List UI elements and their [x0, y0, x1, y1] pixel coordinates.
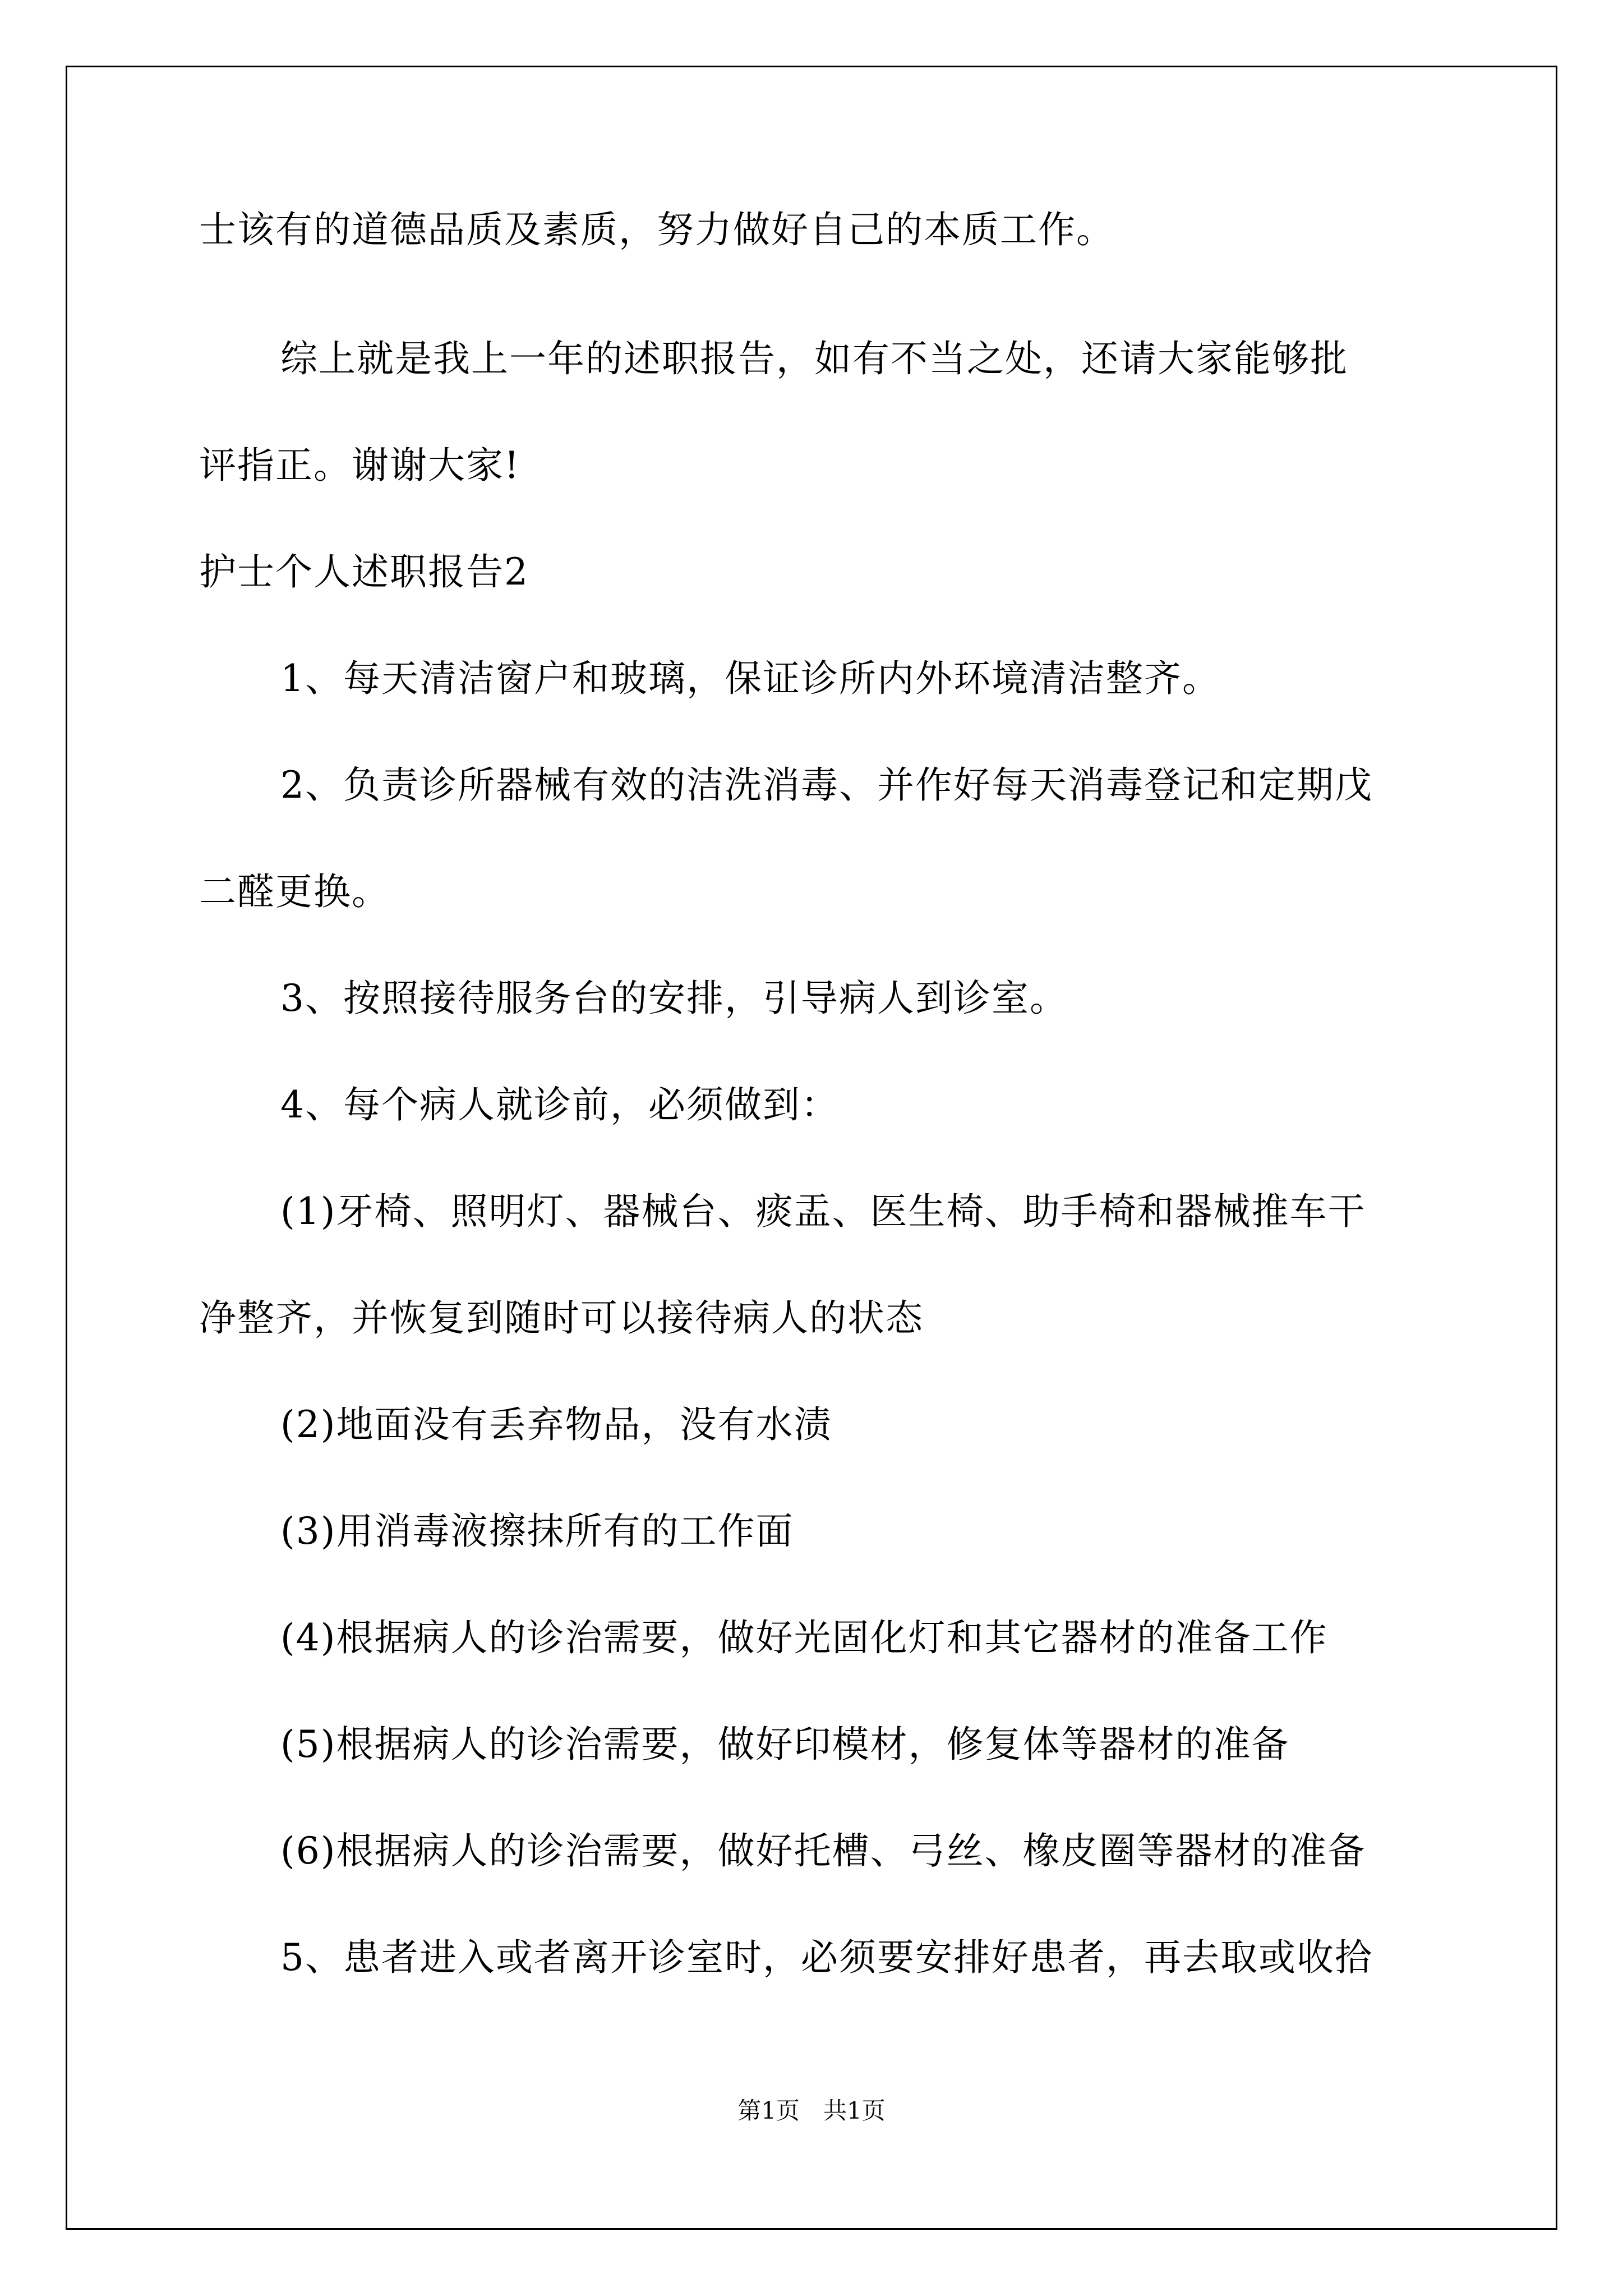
sub-list-item: (6)根据病人的诊治需要，做好托槽、弓丝、橡皮圈等器材的准备	[280, 1829, 1366, 1872]
text-line: 二醛更换。	[199, 870, 390, 913]
list-item: 4、每个病人就诊前，必须做到：	[280, 1083, 839, 1126]
sub-list-item: (3)用消毒液擦抹所有的工作面	[280, 1510, 794, 1553]
list-item: 2、负责诊所器械有效的洁洗消毒、并作好每天消毒登记和定期戊	[280, 763, 1373, 807]
text-line: 综上就是我上一年的述职报告，如有不当之处，还请大家能够批	[280, 337, 1348, 380]
page-border	[66, 66, 1557, 2230]
list-item: 3、按照接待服务台的安排，引导病人到诊室。	[280, 977, 1068, 1020]
list-item: 5、患者进入或者离开诊室时，必须要安排好患者，再去取或收拾	[280, 1936, 1373, 1979]
sub-list-item: (4)根据病人的诊治需要，做好光固化灯和其它器材的准备工作	[280, 1616, 1328, 1659]
text-line: 士该有的道德品质及素质，努力做好自己的本质工作。	[199, 208, 1114, 251]
text-line: 净整齐，并恢复到随时可以接待病人的状态	[199, 1296, 924, 1340]
sub-list-item: (2)地面没有丢弃物品，没有水渍	[280, 1403, 832, 1446]
page-footer: 第1页 共1页	[737, 2097, 886, 2124]
sub-list-item: (5)根据病人的诊治需要，做好印模材，修复体等器材的准备	[280, 1723, 1290, 1766]
section-heading: 护士个人述职报告2	[199, 550, 529, 593]
text-line: 评指正。谢谢大家!	[199, 444, 520, 487]
list-item: 1、每天清洁窗户和玻璃，保证诊所内外环境清洁整齐。	[280, 657, 1220, 700]
sub-list-item: (1)牙椅、照明灯、器械台、痰盂、医生椅、助手椅和器械推车干	[280, 1190, 1366, 1233]
